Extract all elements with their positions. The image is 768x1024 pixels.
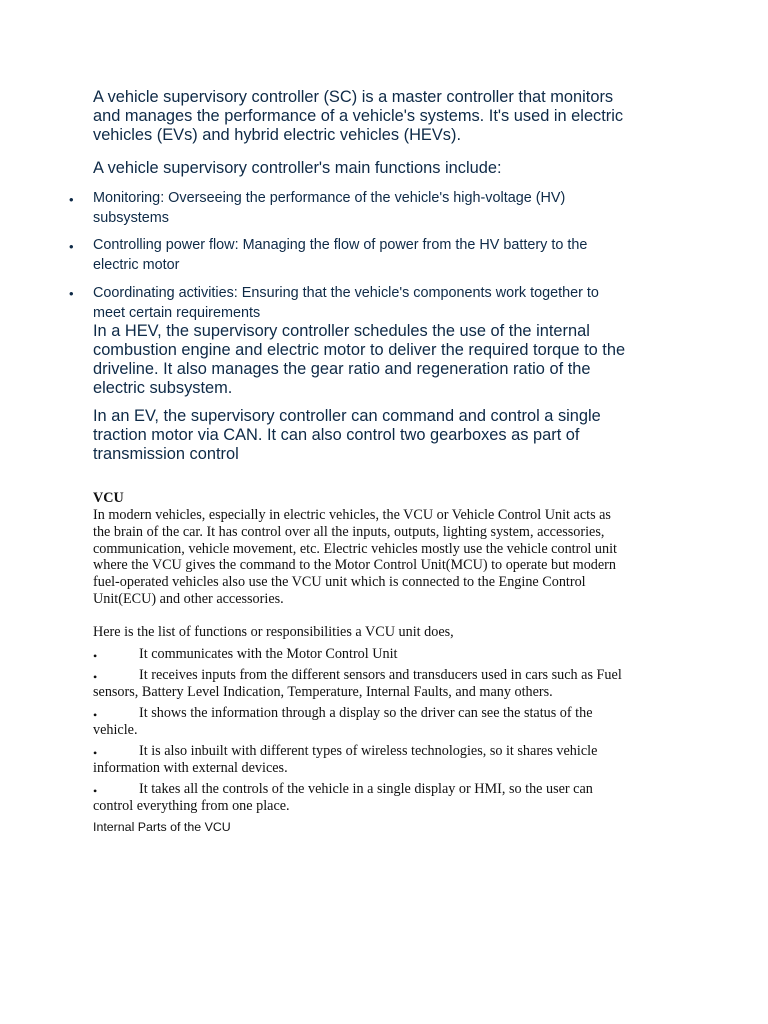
list-item <box>93 781 593 815</box>
text-line: control everything from one place. <box>93 797 290 814</box>
text-line: vehicles (EVs) and hybrid electric vehicles (HEVs). <box>93 126 462 144</box>
bullet-glyph: • <box>93 784 98 798</box>
text-line: traction motor via CAN. It can also control two gearboxes as part of <box>93 426 580 444</box>
list-item <box>93 667 622 701</box>
list-item <box>93 705 593 739</box>
intro-paragraph <box>93 88 623 145</box>
vcu-list-intro: Here is the list of functions or responsibilities a VCU unit does, <box>93 624 454 640</box>
text-line: fuel-operated vehicles also use the VCU unit which is connected to the Engine Control <box>93 574 586 591</box>
list-item <box>93 646 398 663</box>
text-line: vehicle. <box>93 721 138 738</box>
ev-paragraph <box>93 407 601 464</box>
text-line: In a HEV, the supervisory controller schedules the use of the internal <box>93 322 590 340</box>
text-line: subsystems <box>93 210 169 226</box>
hev-paragraph <box>93 322 625 398</box>
text-line: electric subsystem. <box>93 379 233 397</box>
text-line: driveline. It also manages the gear ratio and regeneration ratio of the <box>93 360 591 378</box>
text-line: the brain of the car. It has control over all the inputs, outputs, lighting system, accessories, <box>93 523 605 540</box>
text-line: Coordinating activities: Ensuring that the vehicle's components work together to <box>93 285 599 301</box>
text-line: electric motor <box>93 257 180 273</box>
text-line: A vehicle supervisory controller (SC) is a master controller that monitors <box>93 88 614 106</box>
bullet-glyph: • <box>93 708 98 722</box>
text-line: sensors, Battery Level Indication, Temperature, Internal Faults, and many others. <box>93 683 553 700</box>
text-line: Unit(ECU) and other accessories. <box>93 590 284 607</box>
text-line: Controlling power flow: Managing the flow of power from the HV battery to the <box>93 237 588 253</box>
bullet-glyph: • <box>93 670 98 684</box>
text-line: In modern vehicles, especially in electric vehicles, the VCU or Vehicle Control Unit acts as <box>93 507 611 523</box>
list-item <box>93 235 587 275</box>
list-item <box>93 188 565 228</box>
text-line: It shows the information through a display so the driver can see the status of the <box>139 705 593 721</box>
text-line: meet certain requirements <box>93 305 261 321</box>
bullet-glyph: • <box>69 286 74 301</box>
text-line: information with external devices. <box>93 759 288 776</box>
functions-intro: A vehicle supervisory controller's main functions include: <box>93 159 502 177</box>
vcu-paragraph <box>93 507 617 608</box>
bullet-glyph: • <box>93 649 98 663</box>
list-item <box>93 283 599 323</box>
text-line: combustion engine and electric motor to deliver the required torque to the <box>93 341 626 359</box>
internal-parts-heading: Internal Parts of the VCU <box>93 820 231 834</box>
text-line: It takes all the controls of the vehicle in a single display or HMI, so the user can <box>139 781 593 797</box>
text-line: Monitoring: Overseeing the performance of the vehicle's high-voltage (HV) <box>93 190 566 206</box>
text-line: It is also inbuilt with different types of wireless technologies, so it shares vehicle <box>139 743 598 759</box>
text-line: In an EV, the supervisory controller can command and control a single <box>93 407 601 425</box>
vcu-heading: VCU <box>93 490 124 506</box>
bullet-glyph: • <box>93 746 98 760</box>
text-line: communication, vehicle movement, etc. Electric vehicles mostly use the vehicle control unit <box>93 540 617 557</box>
text-line: It communicates with the Motor Control Unit <box>139 646 398 662</box>
text-line: transmission control <box>93 445 239 463</box>
bullet-glyph: • <box>69 192 74 207</box>
text-line: It receives inputs from the different sensors and transducers used in cars such as Fuel <box>139 667 622 683</box>
text-line: where the VCU gives the command to the Motor Control Unit(MCU) to operate but modern <box>93 557 617 574</box>
text-line: and manages the performance of a vehicle's systems. It's used in electric <box>93 107 624 125</box>
list-item <box>93 743 597 777</box>
bullet-glyph: • <box>69 239 74 254</box>
